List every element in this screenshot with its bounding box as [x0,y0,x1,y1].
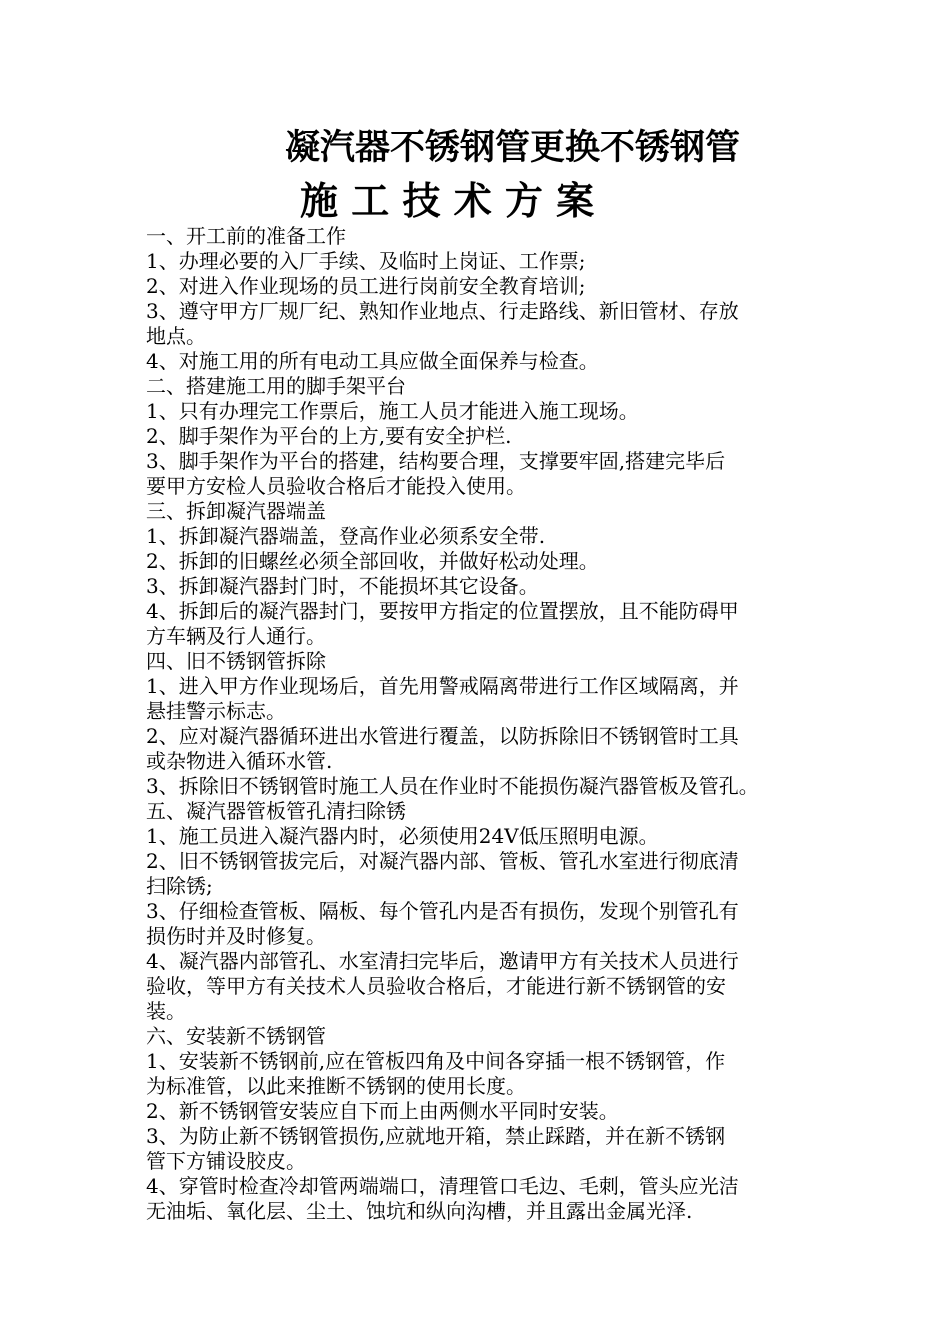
paragraph-line: 损伤时并及时修复。 [146,924,326,948]
paragraph-line: 为标准管，以此来推断不锈钢的使用长度。 [146,1074,526,1098]
document-title: 凝汽器不锈钢管更换不锈钢管 [285,127,741,168]
paragraph-line: 1、安装新不锈钢前,应在管板四角及中间各穿插一根不锈钢管，作 [146,1049,726,1073]
paragraph-line: 4、对施工用的所有电动工具应做全面保养与检查。 [146,349,599,373]
paragraph-line: 地点。 [146,324,206,348]
paragraph-line: 要甲方安检人员验收合格后才能投入使用。 [146,474,526,498]
paragraph-line: 或杂物进入循环水管. [146,749,333,773]
paragraph-line: 2、脚手架作为平台的上方,要有安全护栏. [146,424,512,448]
paragraph-line: 1、施工员进入凝汽器内时，必须使用24V低压照明电源。 [146,824,659,848]
paragraph-line: 2、新不锈钢管安装应自下而上由两侧水平同时安装。 [146,1099,619,1123]
paragraph-line: 3、拆除旧不锈钢管时施工人员在作业时不能损伤凝汽器管板及管孔。 [146,774,759,798]
section-heading-2: 二、搭建施工用的脚手架平台 [146,374,406,398]
section-heading-1: 一、开工前的准备工作 [146,224,346,248]
paragraph-line: 1、办理必要的入厂手续、及临时上岗证、工作票; [146,249,586,273]
paragraph-line: 4、拆卸后的凝汽器封门，要按甲方指定的位置摆放，且不能防碍甲 [146,599,739,623]
paragraph-line: 悬挂警示标志。 [146,699,286,723]
paragraph-line: 管下方铺设胶皮。 [146,1149,306,1173]
paragraph-line: 验收，等甲方有关技术人员验收合格后，才能进行新不锈钢管的安 [146,974,726,998]
section-heading-5: 五、凝汽器管板管孔清扫除锈 [146,799,406,823]
section-heading-3: 三、拆卸凝汽器端盖 [146,499,326,523]
paragraph-line: 3、拆卸凝汽器封门时，不能损坏其它设备。 [146,574,539,598]
paragraph-line: 4、穿管时检查冷却管两端端口，清理管口毛边、毛刺，管头应光洁 [146,1174,739,1198]
paragraph-line: 无油垢、氧化层、尘土、蚀坑和纵向沟槽，并且露出金属光泽. [146,1199,693,1223]
paragraph-line: 1、进入甲方作业现场后，首先用警戒隔离带进行工作区域隔离，并 [146,674,739,698]
section-heading-4: 四、旧不锈钢管拆除 [146,649,326,673]
document-body [146,224,816,1224]
paragraph-line: 扫除锈; [146,874,213,898]
paragraph-line: 4、凝汽器内部管孔、水室清扫完毕后，邀请甲方有关技术人员进行 [146,949,739,973]
paragraph-line: 2、旧不锈钢管拔完后，对凝汽器内部、管板、管孔水室进行彻底清 [146,849,739,873]
paragraph-line: 1、拆卸凝汽器端盖，登高作业必须系安全带. [146,524,546,548]
paragraph-line: 2、拆卸的旧螺丝必须全部回收，并做好松动处理。 [146,549,599,573]
paragraph-line: 装。 [146,999,186,1023]
paragraph-line: 3、为防止新不锈钢管损伤,应就地开箱，禁止踩踏，并在新不锈钢 [146,1124,726,1148]
section-heading-6: 六、安装新不锈钢管 [146,1024,326,1048]
paragraph-line: 3、遵守甲方厂规厂纪、熟知作业地点、行走路线、新旧管材、存放 [146,299,739,323]
document-subtitle: 施 工 技 术 方 案 [300,178,595,223]
paragraph-line: 2、对进入作业现场的员工进行岗前安全教育培训; [146,274,586,298]
paragraph-line: 3、脚手架作为平台的搭建，结构要合理，支撑要牢固,搭建完毕后 [146,449,726,473]
paragraph-line: 1、只有办理完工作票后，施工人员才能进入施工现场。 [146,399,639,423]
paragraph-line: 2、应对凝汽器循环进出水管进行覆盖，以防拆除旧不锈钢管时工具 [146,724,739,748]
paragraph-line: 3、仔细检查管板、隔板、每个管孔内是否有损伤，发现个别管孔有 [146,899,739,923]
paragraph-line: 方车辆及行人通行。 [146,624,326,648]
